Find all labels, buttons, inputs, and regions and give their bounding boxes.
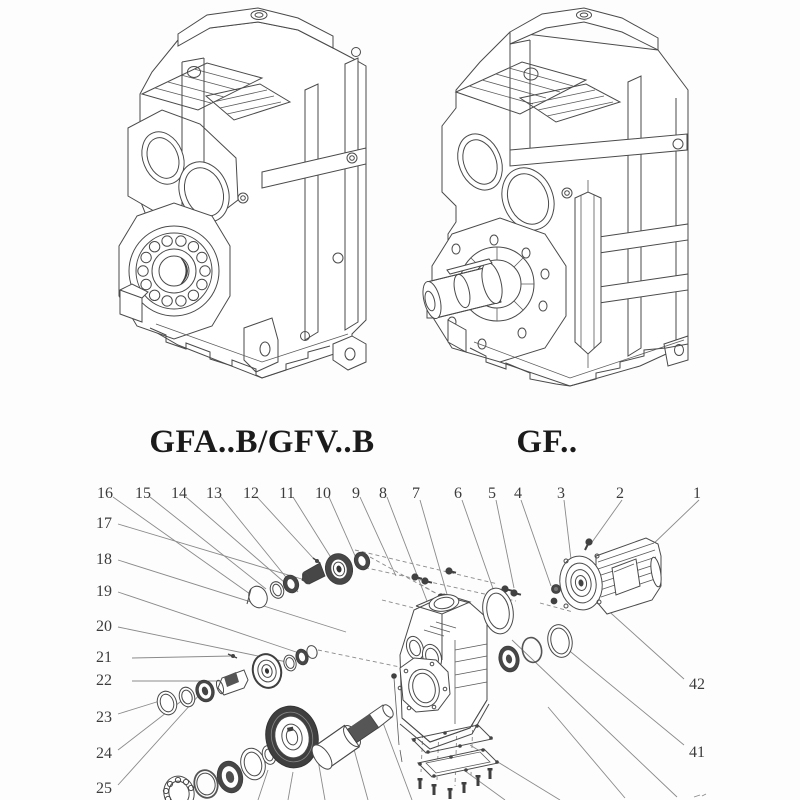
callout-21: 21 (96, 649, 112, 666)
exploded-parts-diagram (96, 485, 706, 800)
callouts-right-column (689, 676, 705, 761)
callout-18: 18 (96, 551, 112, 568)
bottom-cover (418, 748, 499, 778)
callout-20: 20 (96, 618, 112, 635)
input-pinion (302, 563, 325, 584)
callout-23: 23 (96, 709, 112, 726)
output-shaft (308, 703, 395, 773)
callout-17: 17 (96, 515, 112, 532)
callout-14: 14 (171, 485, 187, 502)
model-label-left: GFA..B/GFV..B (149, 424, 375, 460)
callout-8: 8 (379, 485, 387, 502)
callout-2: 2 (616, 485, 624, 502)
callouts-left-column (96, 515, 112, 797)
callout-12: 12 (243, 485, 259, 502)
callout-5: 5 (488, 485, 496, 502)
callout-9: 9 (352, 485, 360, 502)
callout-3: 3 (557, 485, 565, 502)
callout-24: 24 (96, 745, 112, 762)
leader-lines-right (566, 606, 684, 745)
callout-42: 42 (689, 676, 705, 693)
callout-13: 13 (206, 485, 222, 502)
callout-7: 7 (412, 485, 420, 502)
input-shaft-assembly (246, 550, 372, 610)
gearbox-drawing-solid-shaft (420, 8, 688, 386)
callout-10: 10 (315, 485, 331, 502)
callout-16: 16 (97, 485, 113, 502)
callout-41: 41 (689, 744, 705, 761)
callout-19: 19 (96, 583, 112, 600)
screw-12 (313, 558, 320, 563)
callout-4: 4 (514, 485, 522, 502)
callout-15: 15 (135, 485, 151, 502)
callout-22: 22 (96, 672, 112, 689)
gearbox-drawing-hollow-shaft (119, 8, 366, 378)
motor-flange-parts (479, 586, 575, 674)
output-shaft-assembly (160, 701, 395, 800)
callout-25: 25 (96, 780, 112, 797)
callout-11: 11 (279, 485, 295, 502)
motor (556, 538, 663, 614)
callout-1: 1 (693, 485, 701, 502)
callout-6: 6 (454, 485, 462, 502)
callouts-top-row (97, 485, 701, 502)
model-label-right: GF.. (516, 424, 578, 460)
